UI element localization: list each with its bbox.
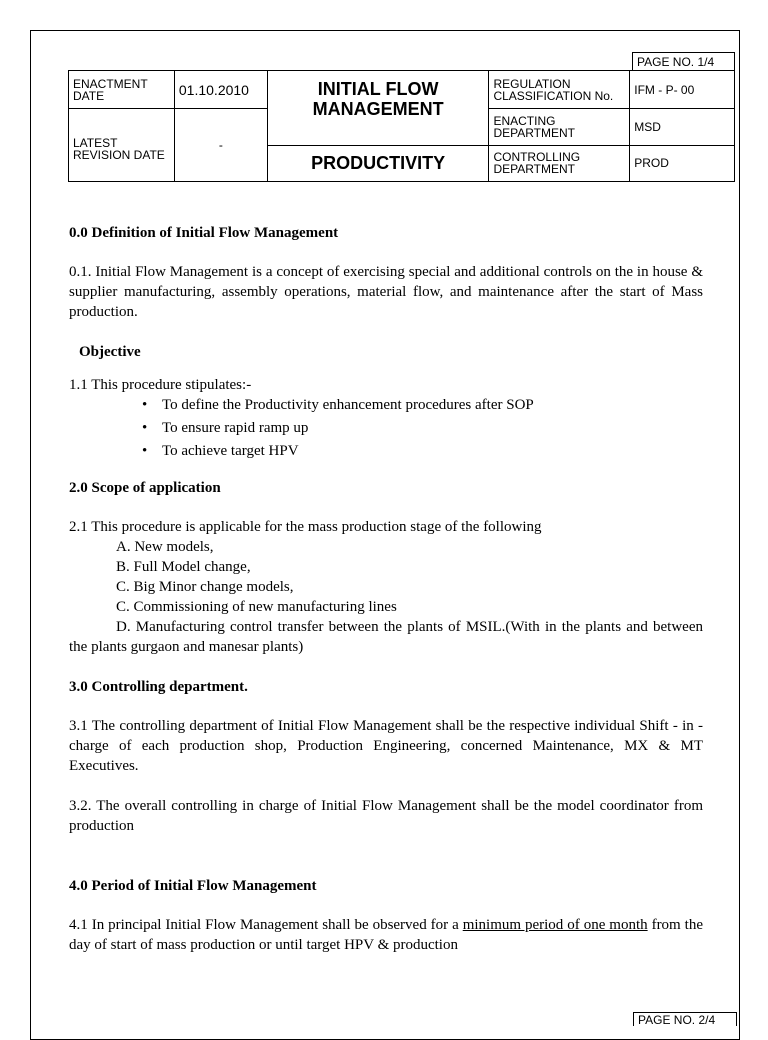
section-2-item-d: D. Manufacturing control transfer between the plants of MSIL.(With in the plants and between the plants gurgaon and manesar plants) xyxy=(69,619,703,655)
enactment-date-value: 01.10.2010 xyxy=(174,71,267,109)
section-4-paragraph xyxy=(69,915,703,955)
regulation-classification-label: REGULATION CLASSIFICATION No. xyxy=(489,71,630,109)
list-item: C. Big Minor change models, xyxy=(116,579,294,595)
next-page-number: PAGE NO. 2/4 xyxy=(633,1012,737,1026)
enacting-department-label: ENACTING DEPARTMENT xyxy=(489,109,630,145)
title-line-1: INITIAL FLOW xyxy=(317,79,439,99)
document-subtitle: PRODUCTIVITY xyxy=(267,145,489,181)
section-0-text: 0.1. Initial Flow Management is a concept of exercising special and additional controls on the in house & supplier manufacturing, assembly operations, material flow, and maintenance after the start of Mass production. xyxy=(69,264,703,320)
section-1-list xyxy=(69,395,703,461)
section-4-text-post: from the day of start of mass production or until target HPV & production xyxy=(69,917,703,953)
objective-heading: Objective xyxy=(79,344,141,360)
section-4-text-pre: 4.1 In principal Initial Flow Management shall be observed for a xyxy=(69,917,463,933)
enactment-date-label: ENACTMENT DATE xyxy=(69,71,175,109)
section-4-heading: 4.0 Period of Initial Flow Management xyxy=(69,878,317,894)
section-2-heading: 2.0 Scope of application xyxy=(69,480,221,496)
latest-revision-label: LATEST REVISION DATE xyxy=(69,109,175,182)
document-header-table xyxy=(68,70,735,182)
section-3-paragraph-2: 3.2. The overall controlling in charge of Initial Flow Management shall be the model coordinator from production xyxy=(69,798,703,834)
regulation-classification-value: IFM - P- 00 xyxy=(630,71,735,109)
list-item: • To define the Productivity enhancement procedures after SOP xyxy=(69,395,703,415)
latest-revision-value: - xyxy=(174,109,267,182)
section-0-heading: 0.0 Definition of Initial Flow Management xyxy=(69,225,339,241)
section-3-heading: 3.0 Controlling department. xyxy=(69,679,248,695)
controlling-department-value: PROD xyxy=(630,145,735,181)
title-line-2: MANAGEMENT xyxy=(312,99,444,119)
section-4-underlined: minimum period of one month xyxy=(462,917,648,933)
list-item: • To ensure rapid ramp up xyxy=(69,418,703,438)
list-item: • To achieve target HPV xyxy=(69,441,703,461)
section-2-intro: 2.1 This procedure is applicable for the mass production stage of the following xyxy=(69,519,542,535)
enacting-department-value: MSD xyxy=(630,109,735,145)
document-title xyxy=(267,71,489,146)
document-body xyxy=(69,223,703,955)
section-3-paragraph-1: 3.1 The controlling department of Initial Flow Management shall be the respective individual Shift - in - charge of each production shop, Production Engineering, concerned Maintenance, MX & MT Executives. xyxy=(69,718,703,774)
list-item: C. Commissioning of new manufacturing lines xyxy=(116,599,397,615)
list-item: B. Full Model change, xyxy=(116,559,251,575)
page-number: PAGE NO. 1/4 xyxy=(632,52,735,71)
list-item: A. New models, xyxy=(116,539,214,555)
section-1-intro: 1.1 This procedure stipulates:- xyxy=(69,377,252,393)
controlling-department-label: CONTROLLING DEPARTMENT xyxy=(489,145,630,181)
